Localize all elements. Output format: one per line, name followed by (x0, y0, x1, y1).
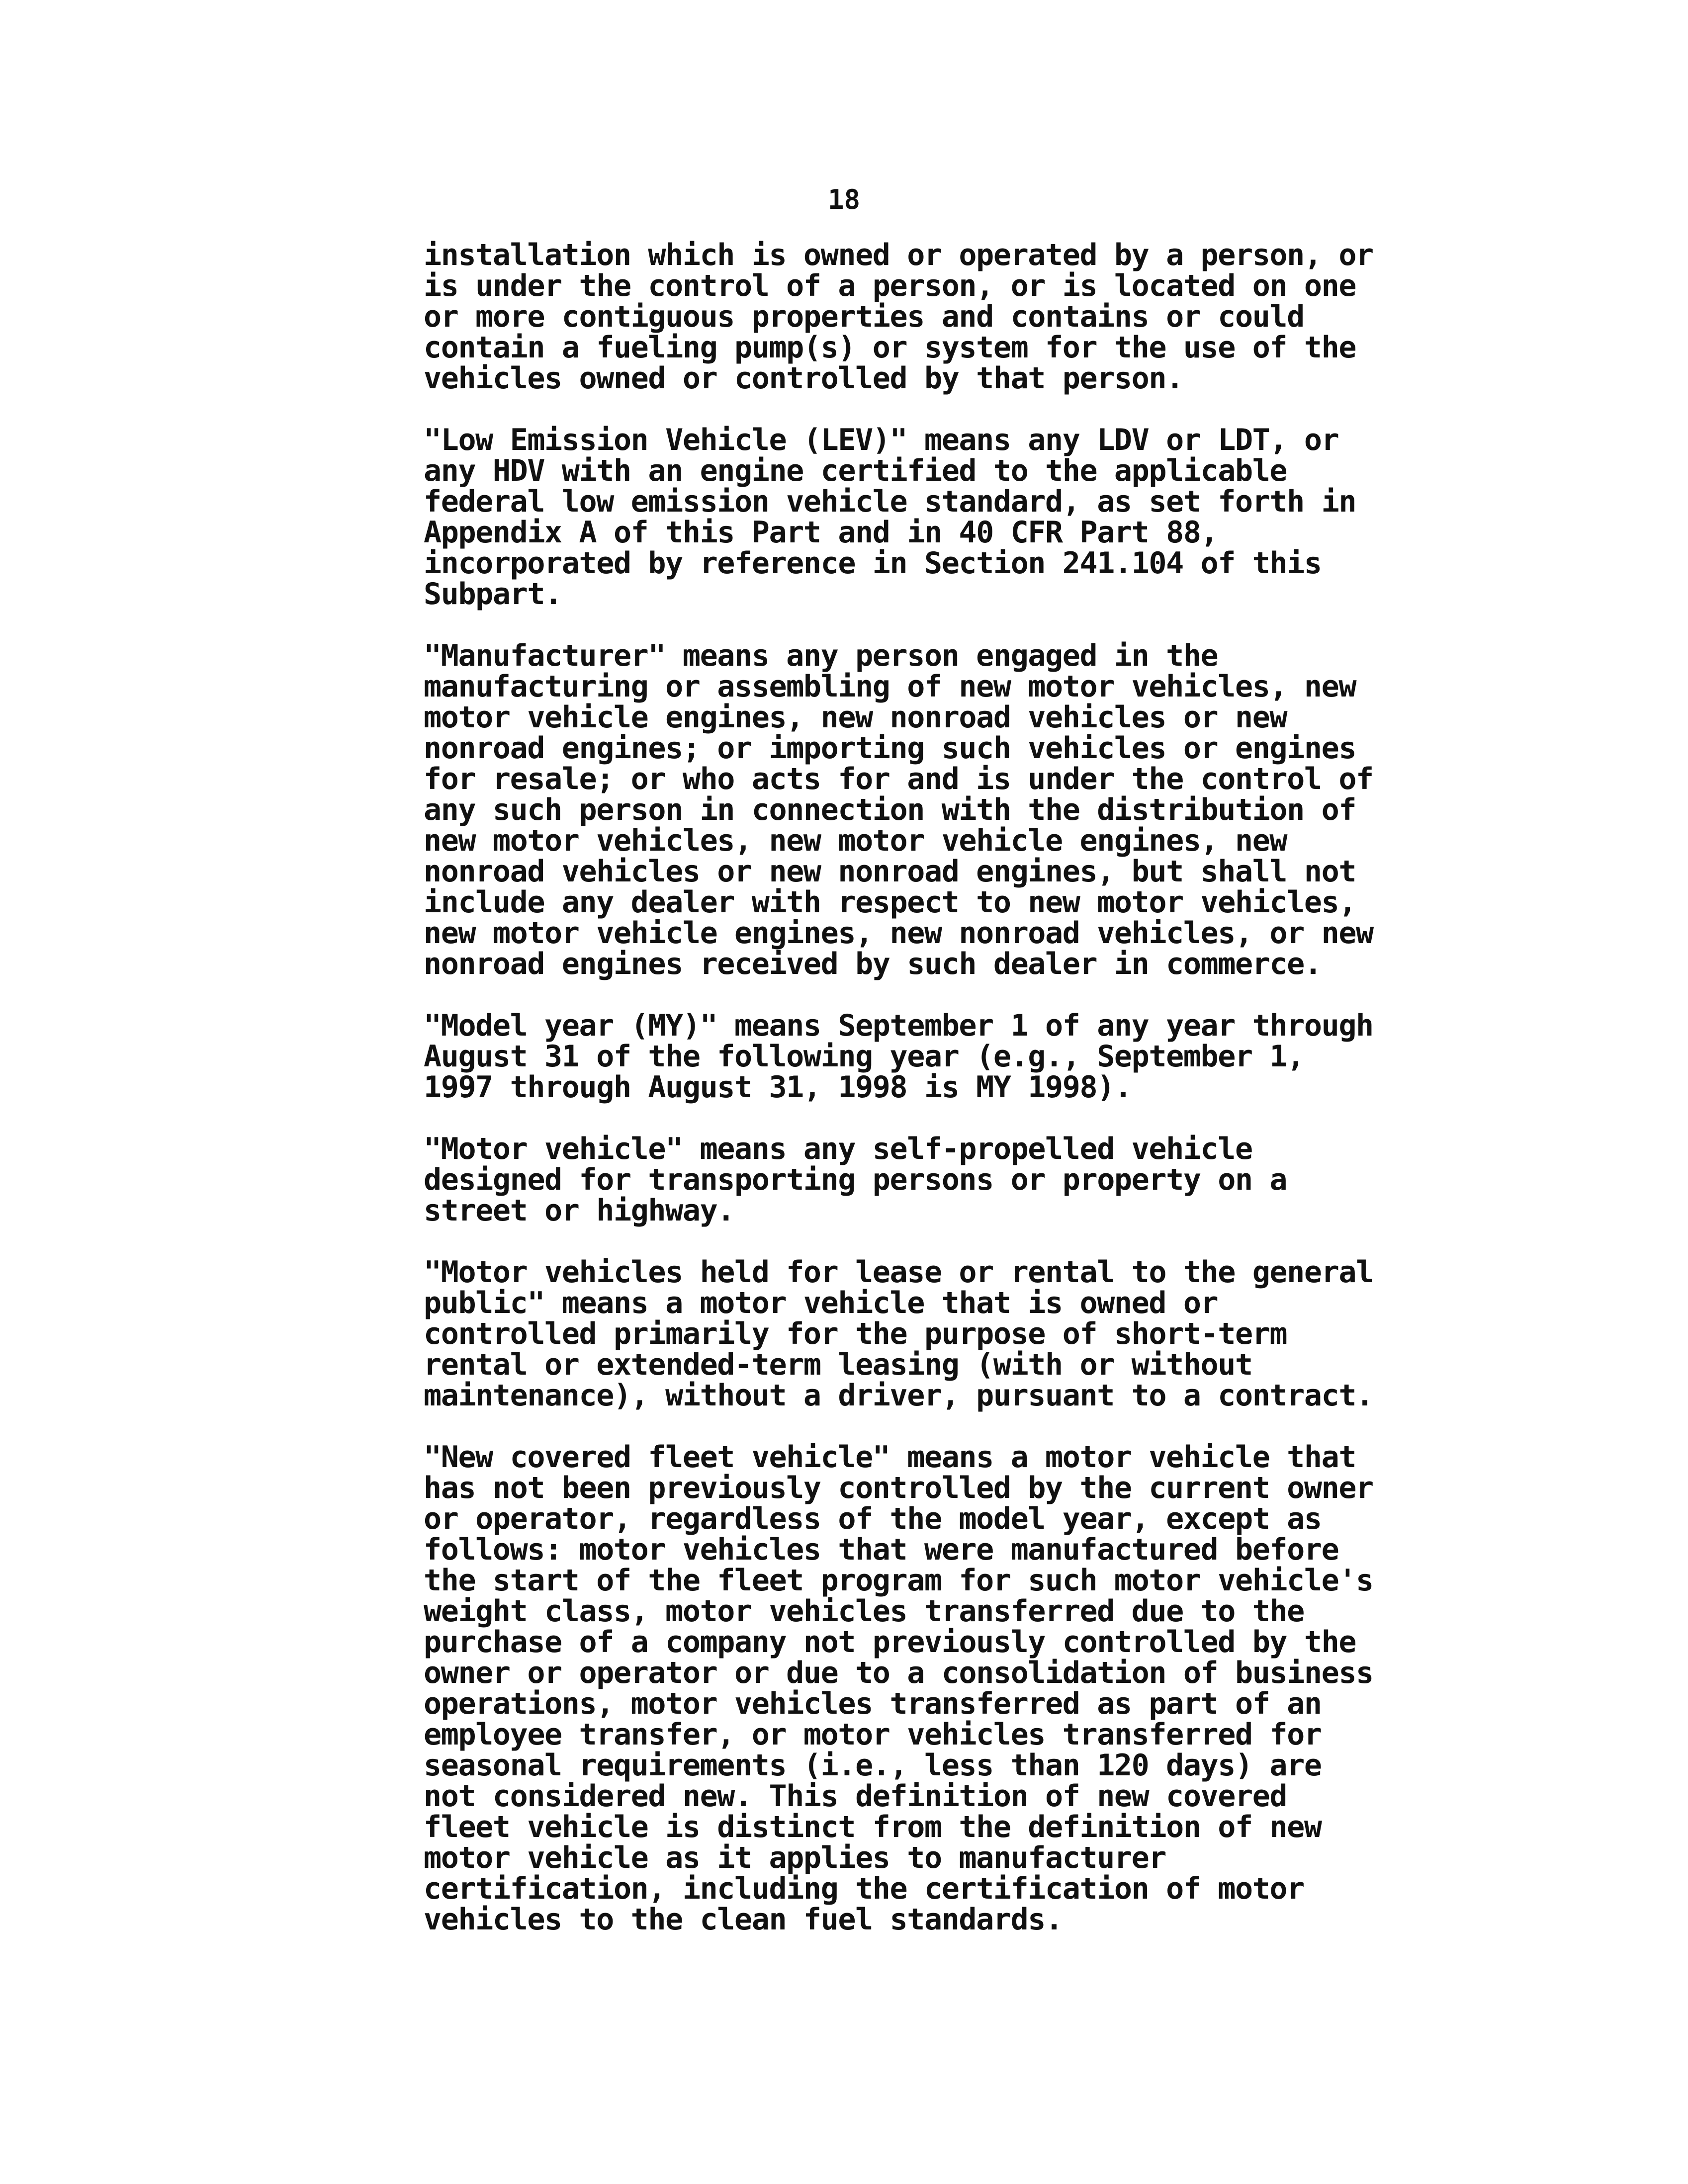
definition-motor-vehicles-for-lease: "Motor vehicles held for lease or rental to the general public" means a motor vehicle that is owned or controlled primarily for the purpose of short-term rental or extended-term leasing (with or without maintenance), without a driver, pursuant to a contract. (424, 1255, 1373, 1413)
definition-model-year: "Model year (MY)" means September 1 of any year through August 31 of the following year (e.g., September 1, 1997 through August 31, 1998 is MY 1998). (424, 1008, 1373, 1105)
definition-low-emission-vehicle: "Low Emission Vehicle (LEV)" means any LDV or LDT, or any HDV with an engine certified to the applicable federal low emission vehicle standard, as set forth in Appendix A of this Part and in 40 CFR Part 88, incorporated by reference in Section 241.104 of this Subpart. (424, 423, 1356, 612)
page-number: 18 (827, 184, 861, 215)
definition-motor-vehicle: "Motor vehicle" means any self-propelled vehicle designed for transporting persons or property on a street or highway. (424, 1132, 1287, 1228)
paragraph-installation-continuation: installation which is owned or operated by a person, or is under the control of a person, or is located on one or more contiguous properties and contains or could contain a fueling pump(s) or system for the use of the vehicles owned or controlled by that person. (424, 238, 1373, 396)
definition-new-covered-fleet-vehicle: "New covered fleet vehicle" means a motor vehicle that has not been previously controlled by the current owner or operator, regardless of the model year, except as follows: motor vehicles that were manufactured before the start of the fleet program for such motor vehicle's weight class, motor vehicles transferred due to the purchase of a company not previously controlled by the owner or operator or due to a consolidation of business operations, motor vehicles transferred as part of an employee transfer, or motor vehicles transferred for seasonal requirements (i.e., less than 120 days) are not considered new. This definition of new covered fleet vehicle is distinct from the definition of new motor vehicle as it applies to manufacturer certification, including the certification of motor vehicles to the clean fuel standards. (424, 1440, 1373, 1937)
definition-manufacturer: "Manufacturer" means any person engaged in the manufacturing or assembling of new motor vehicles, new motor vehicle engines, new nonroad vehicles or new nonroad engines; or importing such vehicles or engines for resale; or who acts for and is under the control of any such person in connection with the distribution of new motor vehicles, new motor vehicle engines, new nonroad vehicles or new nonroad engines, but shall not include any dealer with respect to new motor vehicles, new motor vehicle engines, new nonroad vehicles, or new nonroad engines received by such dealer in commerce. (424, 638, 1373, 981)
body-text (424, 240, 1458, 1935)
